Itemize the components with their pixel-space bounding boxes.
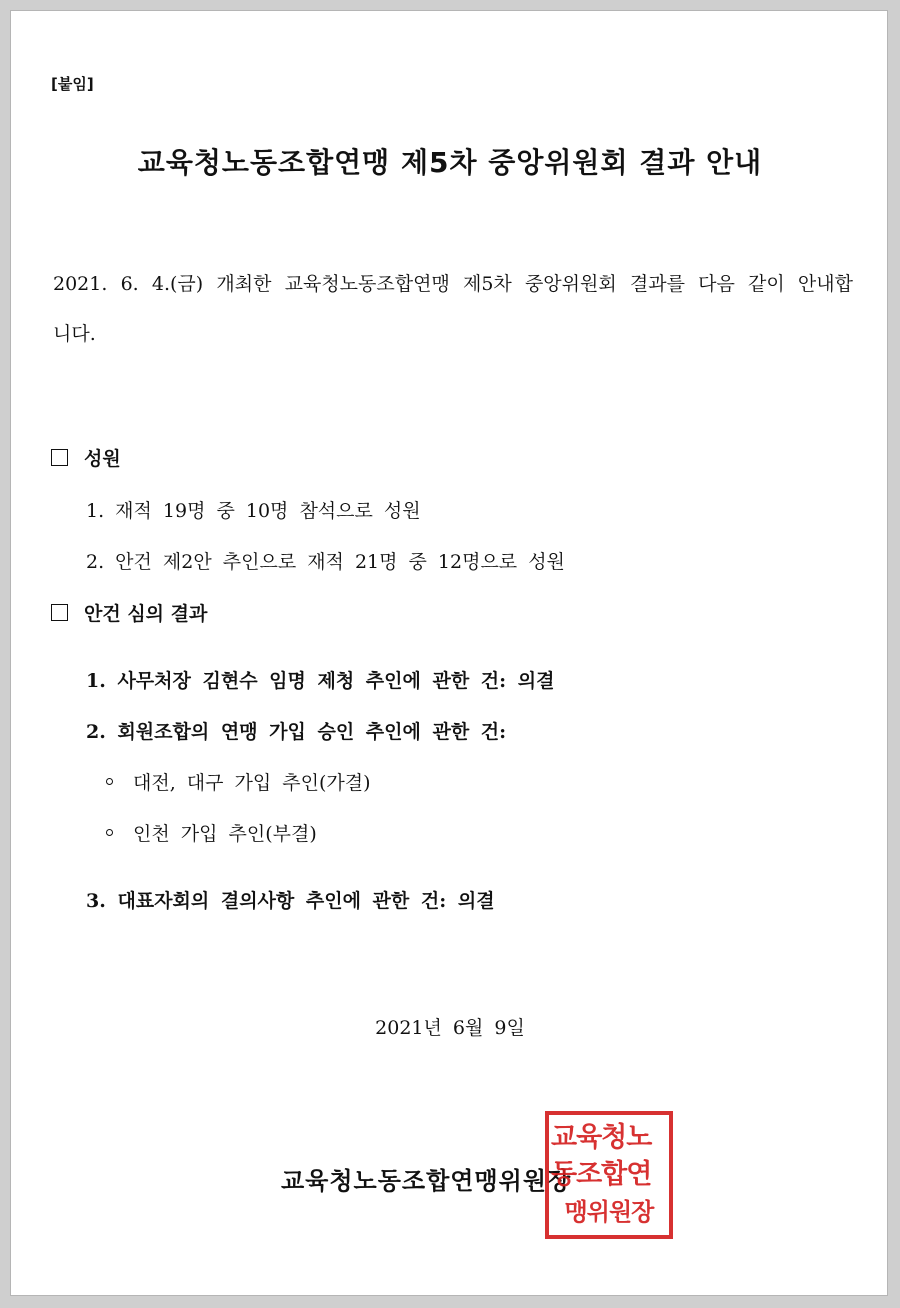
intro-paragraph: 2021. 6. 4.(금) 개최한 교육청노동조합연맹 제5차 중앙위원회 결과를 다음 같이 안내합니다.: [53, 273, 853, 345]
seal-row: 동조합연: [551, 1159, 652, 1191]
signer-name: 교육청노동조합연맹위원장: [281, 1166, 572, 1195]
section-heading: 성원: [84, 448, 121, 470]
section-quorum: [51, 444, 121, 471]
seal-row: 교육청노: [551, 1122, 652, 1154]
agenda-bullet: [106, 768, 371, 795]
agenda-bullet: [106, 819, 317, 846]
bullet-text: 인천 가입 추인(부결): [133, 823, 317, 845]
document-date: 2021년 6월 9일: [375, 1017, 525, 1039]
section-heading: 안건 심의 결과: [84, 603, 208, 625]
document-page: [10, 10, 888, 1296]
quorum-item: 1. 재적 19명 중 10명 참석으로 성원: [86, 500, 421, 522]
bullet-text: 대전, 대구 가입 추인(가결): [133, 772, 371, 794]
agenda-item-2: 2. 회원조합의 연맹 가입 승인 추인에 관한 건:: [86, 721, 507, 743]
official-seal-stamp: [545, 1111, 673, 1239]
section-agenda: [51, 599, 207, 626]
checkbox-square-icon: [51, 449, 68, 466]
checkbox-square-icon: [51, 604, 68, 621]
attachment-tag: [붙임]: [51, 75, 94, 93]
document-title: 교육청노동조합연맹 제5차 중앙위원회 결과 안내: [137, 146, 763, 179]
quorum-item: 2. 안건 제2안 추인으로 재적 21명 중 12명으로 성원: [86, 551, 565, 573]
agenda-item-1: 1. 사무처장 김현수 임명 제청 추인에 관한 건: 의결: [86, 670, 555, 692]
seal-row: 맹위원장: [564, 1198, 654, 1227]
circle-bullet-icon: [106, 829, 113, 836]
agenda-item-3: 3. 대표자회의 결의사항 추인에 관한 건: 의결: [86, 890, 495, 912]
circle-bullet-icon: [106, 778, 113, 785]
